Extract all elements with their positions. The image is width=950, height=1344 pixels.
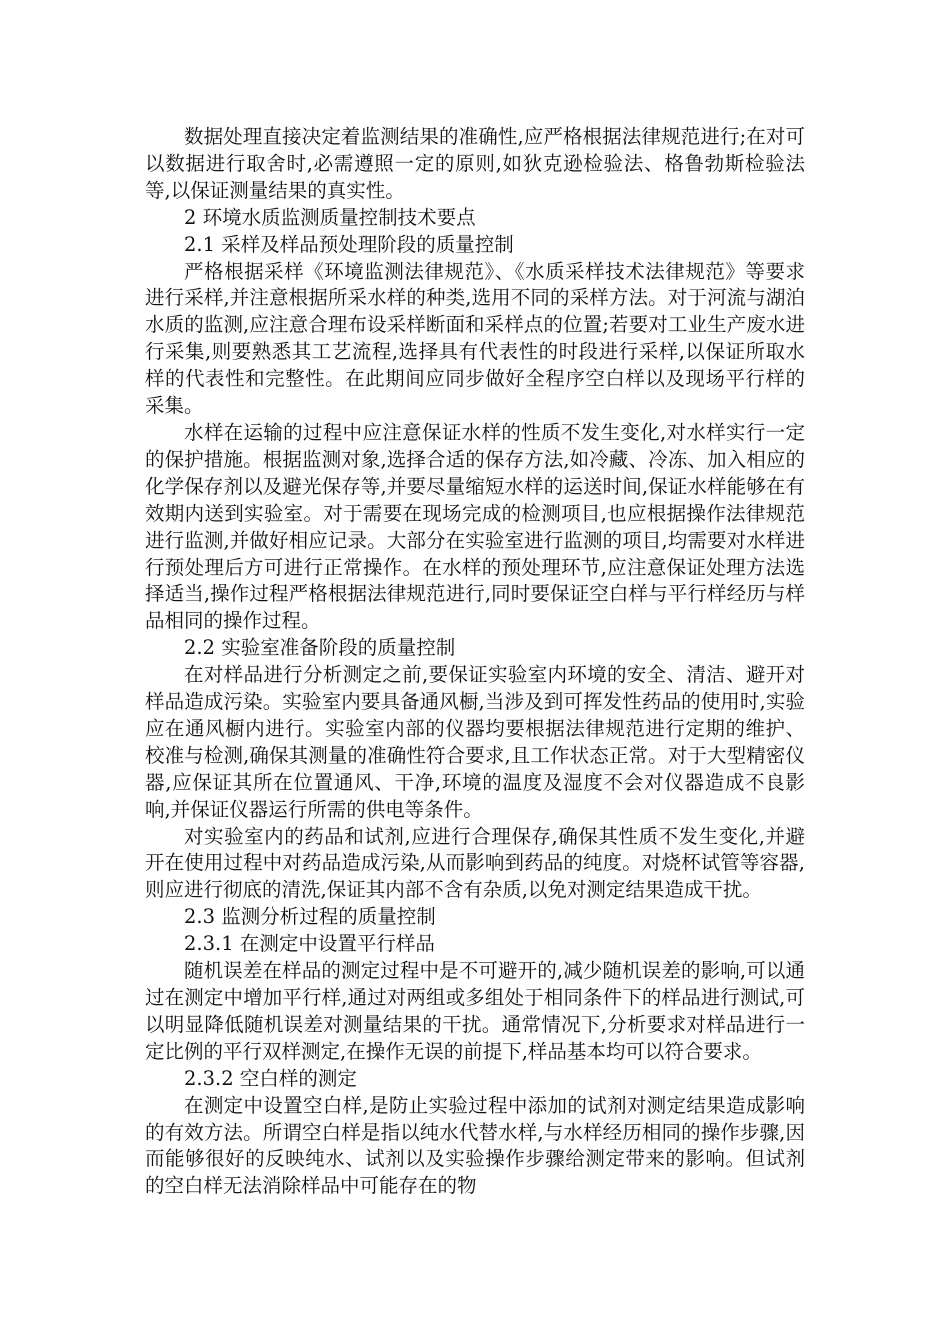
paragraph-sampling: 严格根据采样《环境监测法律规范》、《水质采样技术法律规范》等要求进行采样,并注意根据所采水样的种类,选用不同的采样方法。对于河流与湖泊水质的监测,应注意合理布设采样断面和采样点的位置;若要对工业生产废水进行采集,则要熟悉其工艺流程,选择具有代表性的时段进行采样,以保证所取水样的代表性和完整性。在此期间应同步做好全程序空白样以及现场平行样的采集。	[145, 259, 805, 418]
subsection-heading-2-3-1: 2.3.1 在测定中设置平行样品	[184, 932, 435, 956]
document-body	[145, 124, 805, 1200]
subsection-heading-2-3-2: 2.3.2 空白样的测定	[184, 1066, 357, 1090]
subsection-heading-2-2: 2.2 实验室准备阶段的质量控制	[184, 636, 456, 660]
paragraph-reagents: 对实验室内的药品和试剂,应进行合理保存,确保其性质不发生变化,并避开在使用过程中对药品造成污染,从而影响到药品的纯度。对烧杯试管等容器,则应进行彻底的清洗,保证其内部不含有杂质,以免对测定结果造成干扰。	[145, 824, 805, 902]
paragraph-lab-environment: 在对样品进行分析测定之前,要保证实验室内环境的安全、清洁、避开对样品造成污染。实验室内要具备通风橱,当涉及到可挥发性药品的使用时,实验应在通风橱内进行。实验室内部的仪器均要根据法律规范进行定期的维护、校准与检测,确保其测量的准确性符合要求,且工作状态正常。对于大型精密仪器,应保证其所在位置通风、干净,环境的温度及湿度不会对仪器造成不良影响,并保证仪器运行所需的供电等条件。	[145, 663, 805, 821]
paragraph-transport: 水样在运输的过程中应注意保证水样的性质不发生变化,对水样实行一定的保护措施。根据监测对象,选择合适的保存方法,如冷藏、冷冻、加入相应的化学保存剂以及避光保存等,并要尽量缩短水样的运送时间,保证水样能够在有效期内送到实验室。对于需要在现场完成的检测项目,也应根据操作法律规范进行监测,并做好相应记录。大部分在实验室进行监测的项目,均需要对水样进行预处理后方可进行正常操作。在水样的预处理环节,应注意保证处理方法选择适当,操作过程严格根据法律规范进行,同时要保证空白样与平行样经历与样品相同的操作过程。	[145, 420, 805, 633]
paragraph-parallel-samples: 随机误差在样品的测定过程中是不可避开的,减少随机误差的影响,可以通过在测定中增加平行样,通过对两组或多组处于相同条件下的样品进行测试,可以明显降低随机误差对测量结果的干扰。通常情况下,分析要求对样品进行一定比例的平行双样测定,在操作无误的前提下,样品基本均可以符合要求。	[145, 959, 805, 1063]
subsection-heading-2-3: 2.3 监测分析过程的质量控制	[184, 905, 436, 929]
subsection-heading-2-1: 2.1 采样及样品预处理阶段的质量控制	[184, 232, 514, 256]
section-heading-2: 2 环境水质监测质量控制技术要点	[184, 205, 476, 229]
paragraph-blank-samples: 在测定中设置空白样,是防止实验过程中添加的试剂对测定结果造成影响的有效方法。所谓空白样是指以纯水代替水样,与水样经历相同的操作步骤,因而能够很好的反映纯水、试剂以及实验操作步骤给测定带来的影响。但试剂的空白样无法消除样品中可能存在的物	[145, 1093, 805, 1198]
paragraph-data-processing: 数据处理直接决定着监测结果的准确性,应严格根据法律规范进行;在对可以数据进行取舍时,必需遵照一定的原则,如狄克逊检验法、格鲁勃斯检验法等,以保证测量结果的真实性。	[145, 125, 805, 202]
